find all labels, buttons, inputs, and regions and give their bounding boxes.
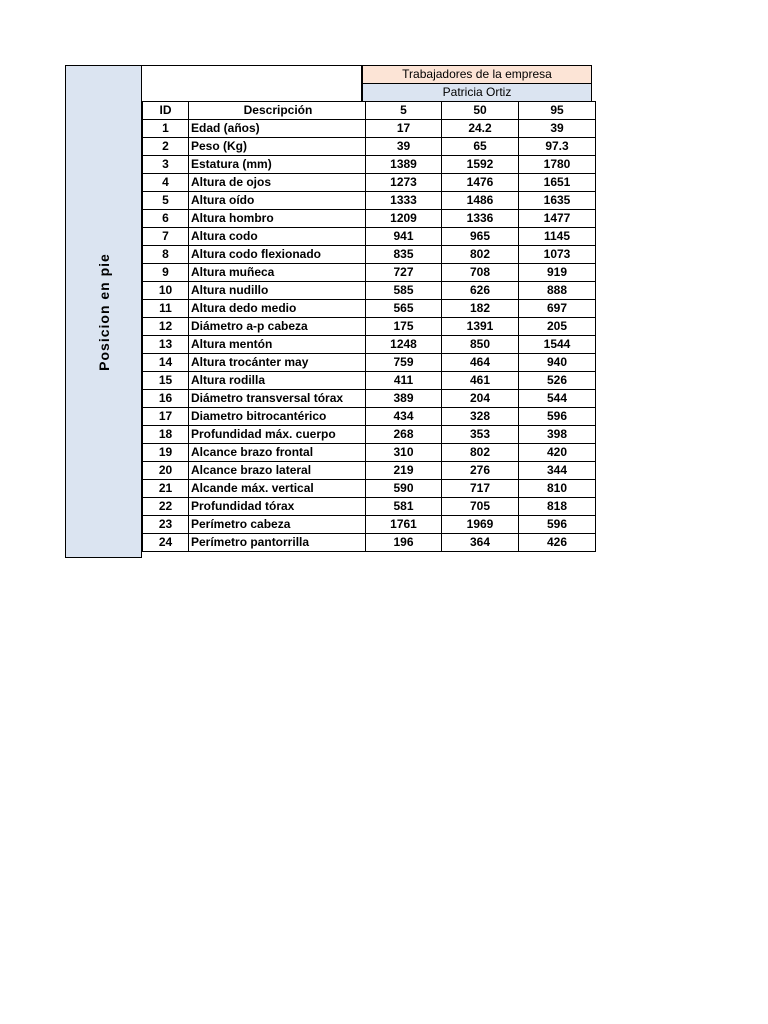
cell-p95: 1780 bbox=[519, 156, 596, 174]
group-header: Trabajadores de la empresa bbox=[362, 65, 592, 84]
cell-id: 21 bbox=[143, 480, 189, 498]
cell-id: 7 bbox=[143, 228, 189, 246]
cell-p95: 39 bbox=[519, 120, 596, 138]
cell-p50: 1969 bbox=[442, 516, 519, 534]
cell-description: Profundidad tórax bbox=[189, 498, 366, 516]
table-row bbox=[143, 408, 596, 426]
cell-id: 9 bbox=[143, 264, 189, 282]
cell-p95: 344 bbox=[519, 462, 596, 480]
table-row bbox=[143, 336, 596, 354]
blank-header-cell bbox=[142, 65, 362, 101]
cell-p5: 389 bbox=[366, 390, 442, 408]
cell-p5: 39 bbox=[366, 138, 442, 156]
cell-id: 3 bbox=[143, 156, 189, 174]
table-row bbox=[143, 390, 596, 408]
cell-p5: 1273 bbox=[366, 174, 442, 192]
cell-p50: 1592 bbox=[442, 156, 519, 174]
cell-p5: 268 bbox=[366, 426, 442, 444]
cell-p95: 697 bbox=[519, 300, 596, 318]
cell-description: Altura codo flexionado bbox=[189, 246, 366, 264]
cell-description: Estatura (mm) bbox=[189, 156, 366, 174]
cell-p5: 565 bbox=[366, 300, 442, 318]
cell-description: Altura trocánter may bbox=[189, 354, 366, 372]
table-row bbox=[143, 516, 596, 534]
cell-p95: 888 bbox=[519, 282, 596, 300]
cell-p95: 596 bbox=[519, 408, 596, 426]
cell-p50: 1476 bbox=[442, 174, 519, 192]
cell-description: Altura muñeca bbox=[189, 264, 366, 282]
table-body bbox=[143, 120, 596, 552]
cell-id: 22 bbox=[143, 498, 189, 516]
cell-p95: 596 bbox=[519, 516, 596, 534]
cell-id: 23 bbox=[143, 516, 189, 534]
cell-id: 12 bbox=[143, 318, 189, 336]
cell-p50: 850 bbox=[442, 336, 519, 354]
cell-id: 4 bbox=[143, 174, 189, 192]
table-row bbox=[143, 174, 596, 192]
table-row bbox=[143, 156, 596, 174]
table-row bbox=[143, 426, 596, 444]
cell-p50: 1391 bbox=[442, 318, 519, 336]
cell-p50: 626 bbox=[442, 282, 519, 300]
cell-id: 6 bbox=[143, 210, 189, 228]
cell-description: Altura hombro bbox=[189, 210, 366, 228]
cell-description: Altura rodilla bbox=[189, 372, 366, 390]
cell-p5: 835 bbox=[366, 246, 442, 264]
cell-p5: 434 bbox=[366, 408, 442, 426]
side-label-panel bbox=[65, 65, 142, 558]
table-row bbox=[143, 534, 596, 552]
cell-p50: 717 bbox=[442, 480, 519, 498]
cell-id: 5 bbox=[143, 192, 189, 210]
cell-id: 14 bbox=[143, 354, 189, 372]
cell-p50: 276 bbox=[442, 462, 519, 480]
cell-p50: 364 bbox=[442, 534, 519, 552]
cell-id: 18 bbox=[143, 426, 189, 444]
cell-p95: 1073 bbox=[519, 246, 596, 264]
cell-id: 15 bbox=[143, 372, 189, 390]
cell-p95: 205 bbox=[519, 318, 596, 336]
cell-p5: 1389 bbox=[366, 156, 442, 174]
cell-id: 10 bbox=[143, 282, 189, 300]
column-header-p50: 50 bbox=[442, 102, 519, 120]
cell-p50: 182 bbox=[442, 300, 519, 318]
cell-p5: 759 bbox=[366, 354, 442, 372]
cell-p50: 965 bbox=[442, 228, 519, 246]
cell-p50: 708 bbox=[442, 264, 519, 282]
cell-p50: 1336 bbox=[442, 210, 519, 228]
cell-p50: 204 bbox=[442, 390, 519, 408]
cell-description: Altura mentón bbox=[189, 336, 366, 354]
table-row bbox=[143, 480, 596, 498]
table-row bbox=[143, 246, 596, 264]
measurements-table bbox=[142, 101, 596, 552]
cell-p95: 810 bbox=[519, 480, 596, 498]
cell-p5: 219 bbox=[366, 462, 442, 480]
cell-p5: 1209 bbox=[366, 210, 442, 228]
cell-p5: 175 bbox=[366, 318, 442, 336]
table-row bbox=[143, 300, 596, 318]
cell-p50: 705 bbox=[442, 498, 519, 516]
cell-p5: 310 bbox=[366, 444, 442, 462]
table-row bbox=[143, 462, 596, 480]
cell-id: 1 bbox=[143, 120, 189, 138]
person-header: Patricia Ortiz bbox=[362, 84, 592, 102]
table-row bbox=[143, 318, 596, 336]
cell-p5: 581 bbox=[366, 498, 442, 516]
cell-p95: 919 bbox=[519, 264, 596, 282]
cell-p5: 1248 bbox=[366, 336, 442, 354]
cell-p5: 1761 bbox=[366, 516, 442, 534]
cell-p95: 940 bbox=[519, 354, 596, 372]
cell-description: Perímetro pantorrilla bbox=[189, 534, 366, 552]
table-row bbox=[143, 138, 596, 156]
cell-p5: 590 bbox=[366, 480, 442, 498]
cell-p95: 97.3 bbox=[519, 138, 596, 156]
cell-description: Perímetro cabeza bbox=[189, 516, 366, 534]
cell-id: 16 bbox=[143, 390, 189, 408]
cell-p95: 426 bbox=[519, 534, 596, 552]
cell-description: Altura codo bbox=[189, 228, 366, 246]
cell-p50: 802 bbox=[442, 444, 519, 462]
cell-description: Altura de ojos bbox=[189, 174, 366, 192]
cell-p95: 1145 bbox=[519, 228, 596, 246]
cell-id: 13 bbox=[143, 336, 189, 354]
table-row bbox=[143, 282, 596, 300]
column-header-p5: 5 bbox=[366, 102, 442, 120]
cell-p5: 941 bbox=[366, 228, 442, 246]
cell-p50: 461 bbox=[442, 372, 519, 390]
table-row bbox=[143, 444, 596, 462]
cell-p95: 1477 bbox=[519, 210, 596, 228]
cell-p95: 1544 bbox=[519, 336, 596, 354]
cell-p5: 196 bbox=[366, 534, 442, 552]
cell-description: Alcance brazo lateral bbox=[189, 462, 366, 480]
cell-p95: 526 bbox=[519, 372, 596, 390]
header-row bbox=[143, 102, 596, 120]
cell-p95: 1651 bbox=[519, 174, 596, 192]
cell-id: 11 bbox=[143, 300, 189, 318]
column-header-id: ID bbox=[143, 102, 189, 120]
cell-p50: 802 bbox=[442, 246, 519, 264]
table-row bbox=[143, 354, 596, 372]
table-row bbox=[143, 498, 596, 516]
column-header-p95: 95 bbox=[519, 102, 596, 120]
cell-description: Diametro bitrocantérico bbox=[189, 408, 366, 426]
cell-description: Altura dedo medio bbox=[189, 300, 366, 318]
table-row bbox=[143, 228, 596, 246]
cell-p95: 818 bbox=[519, 498, 596, 516]
cell-description: Peso (Kg) bbox=[189, 138, 366, 156]
table-row bbox=[143, 192, 596, 210]
table-row bbox=[143, 372, 596, 390]
cell-id: 17 bbox=[143, 408, 189, 426]
cell-id: 19 bbox=[143, 444, 189, 462]
cell-p5: 727 bbox=[366, 264, 442, 282]
table-row bbox=[143, 264, 596, 282]
cell-description: Altura oído bbox=[189, 192, 366, 210]
column-header-description: Descripción bbox=[189, 102, 366, 120]
cell-p95: 398 bbox=[519, 426, 596, 444]
cell-p50: 65 bbox=[442, 138, 519, 156]
cell-id: 8 bbox=[143, 246, 189, 264]
cell-p5: 17 bbox=[366, 120, 442, 138]
cell-p50: 464 bbox=[442, 354, 519, 372]
cell-p95: 420 bbox=[519, 444, 596, 462]
cell-description: Profundidad máx. cuerpo bbox=[189, 426, 366, 444]
table-row bbox=[143, 120, 596, 138]
cell-description: Edad (años) bbox=[189, 120, 366, 138]
cell-description: Diámetro transversal tórax bbox=[189, 390, 366, 408]
cell-description: Alcance brazo frontal bbox=[189, 444, 366, 462]
cell-id: 20 bbox=[143, 462, 189, 480]
cell-description: Diámetro a-p cabeza bbox=[189, 318, 366, 336]
cell-p50: 24.2 bbox=[442, 120, 519, 138]
cell-id: 2 bbox=[143, 138, 189, 156]
cell-p50: 1486 bbox=[442, 192, 519, 210]
cell-p95: 1635 bbox=[519, 192, 596, 210]
cell-p5: 411 bbox=[366, 372, 442, 390]
table-row bbox=[143, 210, 596, 228]
cell-p5: 585 bbox=[366, 282, 442, 300]
cell-description: Altura nudillo bbox=[189, 282, 366, 300]
side-label: Posicion en pie bbox=[95, 252, 112, 371]
cell-description: Alcande máx. vertical bbox=[189, 480, 366, 498]
cell-p50: 328 bbox=[442, 408, 519, 426]
cell-p95: 544 bbox=[519, 390, 596, 408]
cell-p5: 1333 bbox=[366, 192, 442, 210]
cell-id: 24 bbox=[143, 534, 189, 552]
cell-p50: 353 bbox=[442, 426, 519, 444]
